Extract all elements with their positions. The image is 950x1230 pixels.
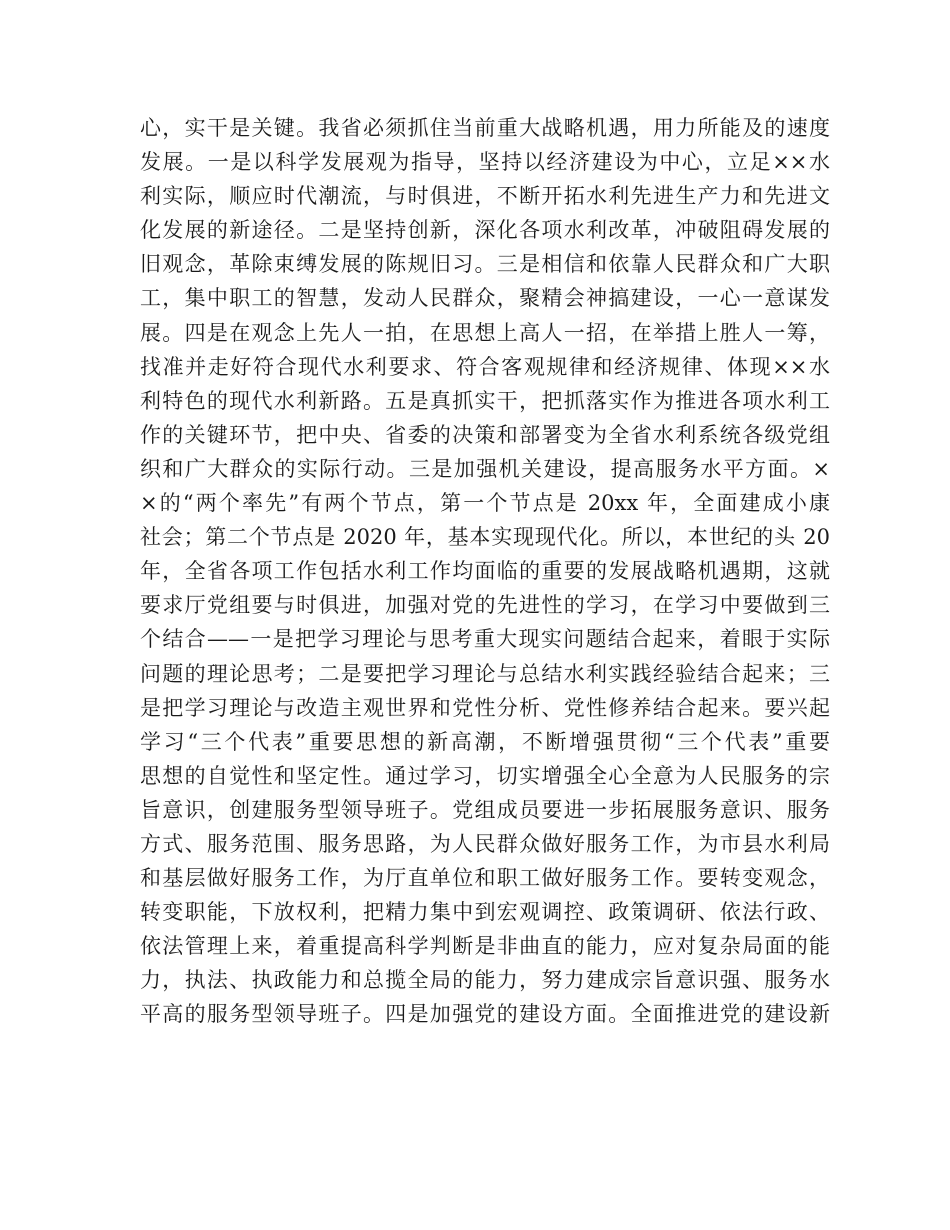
text-line: 和基层做好服务工作，为厅直单位和职工做好服务工作。要转变观念， <box>140 866 830 891</box>
text-line: 转变职能，下放权利，把精力集中到宏观调控、政策调研、依法行政、 <box>140 900 830 925</box>
text-line: 心，实干是关键。我省必须抓住当前重大战略机遇，用力所能及的速度 <box>140 116 830 140</box>
text-line: 思想的自觉性和坚定性。通过学习，切实增强全心全意为人民服务的宗 <box>140 763 830 788</box>
text-line: 旨意识，创建服务型领导班子。党组成员要进一步拓展服务意识、服务 <box>140 797 830 822</box>
text-line: 作的关键环节，把中央、省委的决策和部署变为全省水利系统各级党组 <box>140 422 830 447</box>
text-line: 化发展的新途径。二是坚持创新，深化各项水利改革，冲破阻碍发展的 <box>140 218 830 243</box>
text-line: 问题的理论思考；二是要把学习理论与总结水利实践经验结合起来；三 <box>140 661 830 686</box>
text-line: 织和广大群众的实际行动。三是加强机关建设，提高服务水平方面。× <box>140 456 830 481</box>
text-line: 要求厅党组要与时俱进，加强对党的先进性的学习，在学习中要做到三 <box>140 593 830 618</box>
text-line: 年，全省各项工作包括水利工作均面临的重要的发展战略机遇期，这就 <box>140 559 830 584</box>
text-line: 利实际，顺应时代潮流，与时俱进，不断开拓水利先进生产力和先进文 <box>140 184 830 209</box>
text-line: 平高的服务型领导班子。四是加强党的建设方面。全面推进党的建设新 <box>140 1002 830 1027</box>
text-line: 找准并走好符合现代水利要求、符合客观规律和经济规律、体现××水 <box>140 354 830 379</box>
text-line: 依法管理上来，着重提高科学判断是非曲直的能力，应对复杂局面的能 <box>140 934 830 959</box>
text-line: 方式、服务范围、服务思路，为人民群众做好服务工作，为市县水利局 <box>140 831 830 856</box>
text-line: 工，集中职工的智慧，发动人民群众，聚精会神搞建设，一心一意谋发 <box>140 286 830 311</box>
text-line: 个结合——一是把学习理论与思考重大现实问题结合起来，着眼于实际 <box>140 627 830 652</box>
text-line: 社会；第二个节点是 2020 年，基本实现现代化。所以，本世纪的头 20 <box>140 525 830 550</box>
text-line: 展。四是在观念上先人一拍，在思想上高人一招，在举措上胜人一筹， <box>140 320 830 345</box>
text-line: 利特色的现代水利新路。五是真抓实干，把抓落实作为推进各项水利工 <box>140 388 830 413</box>
text-line: 学习“三个代表”重要思想的新高潮，不断增强贯彻“三个代表”重要 <box>140 729 830 754</box>
text-line: ×的“两个率先”有两个节点，第一个节点是 20xx 年，全面建成小康 <box>140 491 830 516</box>
text-line: 是把学习理论与改造主观世界和党性分析、党性修养结合起来。要兴起 <box>140 695 830 720</box>
text-line: 旧观念，革除束缚发展的陈规旧习。三是相信和依靠人民群众和广大职 <box>140 252 830 277</box>
body-text <box>140 111 830 1032</box>
text-line: 力，执法、执政能力和总揽全局的能力，努力建成宗旨意识强、服务水 <box>140 968 830 993</box>
text-line: 发展。一是以科学发展观为指导，坚持以经济建设为中心，立足××水 <box>140 150 830 175</box>
